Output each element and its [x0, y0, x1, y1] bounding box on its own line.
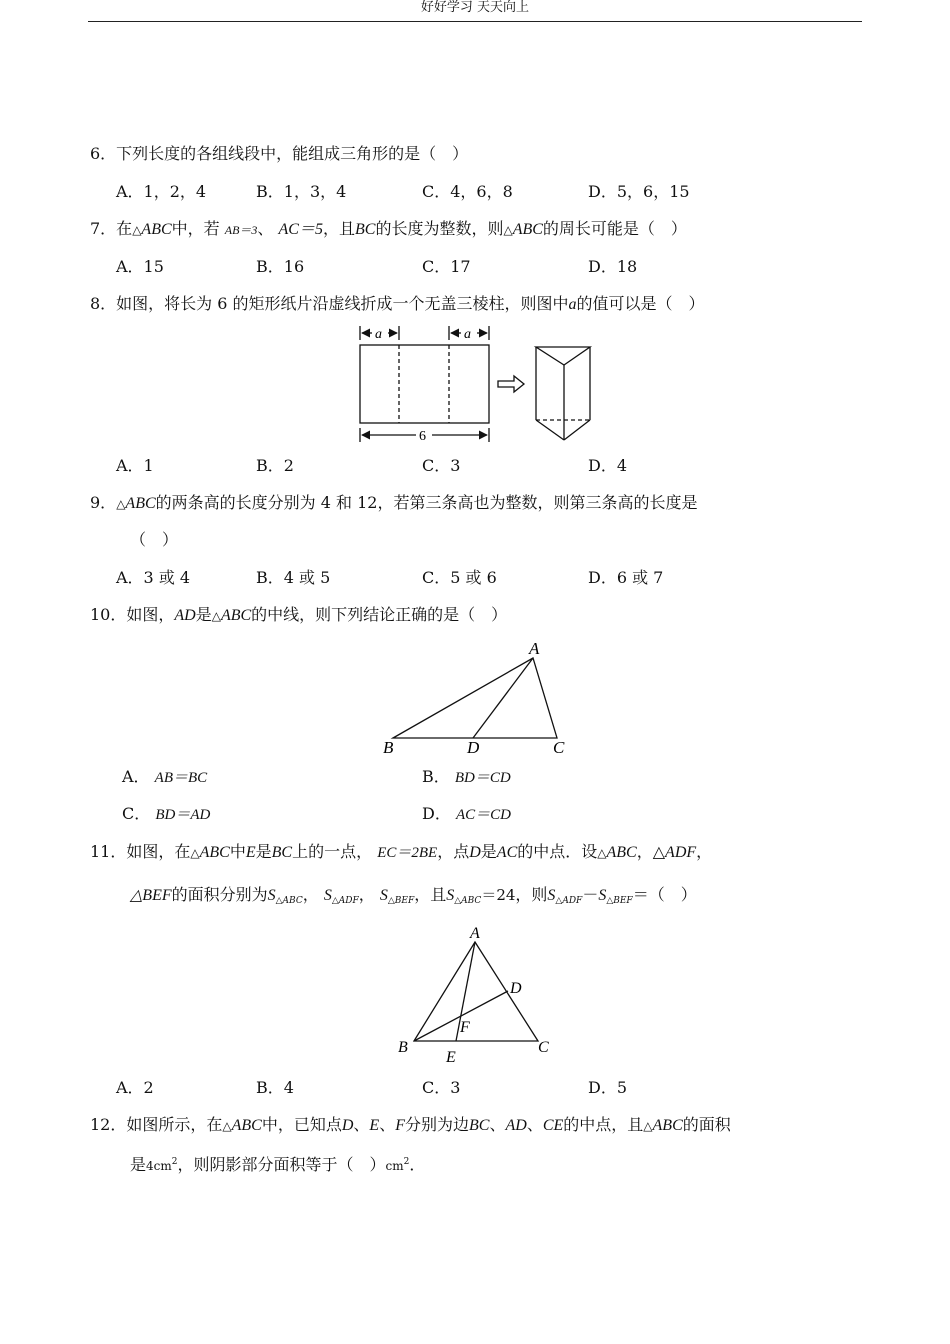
q10-option-b: B． BD＝CD — [422, 767, 511, 786]
q11-option-a: A．2 — [116, 1078, 154, 1097]
q7-option-a: A．15 — [116, 257, 164, 276]
label-C: C — [538, 1039, 549, 1056]
q11-option-c: C．3 — [422, 1078, 461, 1097]
q8-option-d: D．4 — [588, 456, 628, 475]
q9-option-c: C．5 或 6 — [422, 568, 497, 587]
label-B: B — [383, 738, 394, 757]
question-12-line2: 是$4cm^2$，则阴影部分面积等于（ ）$cm^2$． — [130, 1155, 426, 1174]
question-9-paren: （ ） — [130, 530, 179, 549]
q6-option-d: D．5，6，15 — [588, 182, 690, 201]
q7-option-b: B．16 — [256, 257, 305, 276]
question-12-stem: 12．如图所示，在△ABC中，已知点D、E、F分别为边BC、AD、CE的中点，且△ABC的面积 — [90, 1115, 731, 1134]
rectangle-sheet — [360, 345, 489, 423]
q8-option-a: A．1 — [116, 456, 154, 475]
label-E: E — [446, 1049, 456, 1066]
label-D: D — [467, 738, 480, 757]
question-9-stem: 9．△ABC的两条高的长度分别为 4 和 12，若第三条高也为整数，则第三条高的长度是 — [90, 493, 698, 512]
question-6-stem: 6．下列长度的各组线段中，能组成三角形的是（ ） — [90, 144, 469, 163]
label-a-left: a — [375, 327, 382, 342]
header-title: 好好学习 天天向上 — [420, 0, 530, 15]
label-A: A — [470, 925, 480, 942]
label-A: A — [529, 639, 540, 658]
q8-option-c: C．3 — [422, 456, 461, 475]
question-11-line2: △BEF的面积分别为$S_{\triangle ABC}$， $S_{\triangle ADF}$， $S_{\triangle BEF}$，且$S_{\triangle ABC}=24$，则$S_{\triangle ADF}-S_{\triangle BEF}=$（ ） — [130, 885, 697, 906]
page-header — [88, 0, 862, 22]
triangular-prism — [536, 347, 590, 440]
q10-option-a: A． AB＝BC — [122, 767, 208, 786]
question-10-stem: 10．如图，AD是△ABC的中线，则下列结论正确的是（ ） — [90, 605, 508, 624]
q10-option-d: D． AC＝CD — [422, 804, 511, 823]
q6-option-a: A．1，2，4 — [116, 182, 207, 201]
q8-option-b: B．2 — [256, 456, 294, 475]
q10-option-c: C． BD＝AD — [122, 804, 211, 823]
q9-option-d: D．6 或 7 — [588, 568, 664, 587]
q6-option-b: B．1，3，4 — [256, 182, 347, 201]
question-7-stem: 7．在△ABC中，若 AB＝3、 AC＝5，且BC的长度为整数，则△ABC的周长可能是（ ） — [90, 219, 687, 238]
label-B: B — [398, 1039, 408, 1056]
label-F: F — [460, 1019, 470, 1036]
q11-option-b: B．4 — [256, 1078, 294, 1097]
q11-option-d: D．5 — [588, 1078, 628, 1097]
q6-option-c: C．4，6，8 — [422, 182, 513, 201]
q9-option-a: A．3 或 4 — [116, 568, 191, 587]
label-6: 6 — [419, 429, 426, 444]
median-ad — [473, 658, 533, 738]
question-8-stem: 8．如图，将长为 6 的矩形纸片沿虚线折成一个无盖三棱柱，则图中a的值可以是（ ） — [90, 294, 705, 313]
question-11-stem: 11．如图，在△ABC中E是BC上的一点， EC＝2BE，点D是AC的中点．设△ABC，△ADF， — [90, 842, 713, 861]
label-D: D — [510, 980, 522, 997]
q9-option-b: B．4 或 5 — [256, 568, 331, 587]
q10-figure-triangle — [375, 636, 585, 758]
q7-option-c: C．17 — [422, 257, 471, 276]
arrow-icon — [498, 376, 524, 392]
label-a-right: a — [464, 327, 471, 342]
q8-figure-fold-prism — [350, 320, 600, 448]
label-C: C — [553, 738, 565, 757]
triangle-abc — [393, 658, 557, 738]
q11-figure-triangle — [392, 918, 562, 1068]
q7-option-d: D．18 — [588, 257, 638, 276]
